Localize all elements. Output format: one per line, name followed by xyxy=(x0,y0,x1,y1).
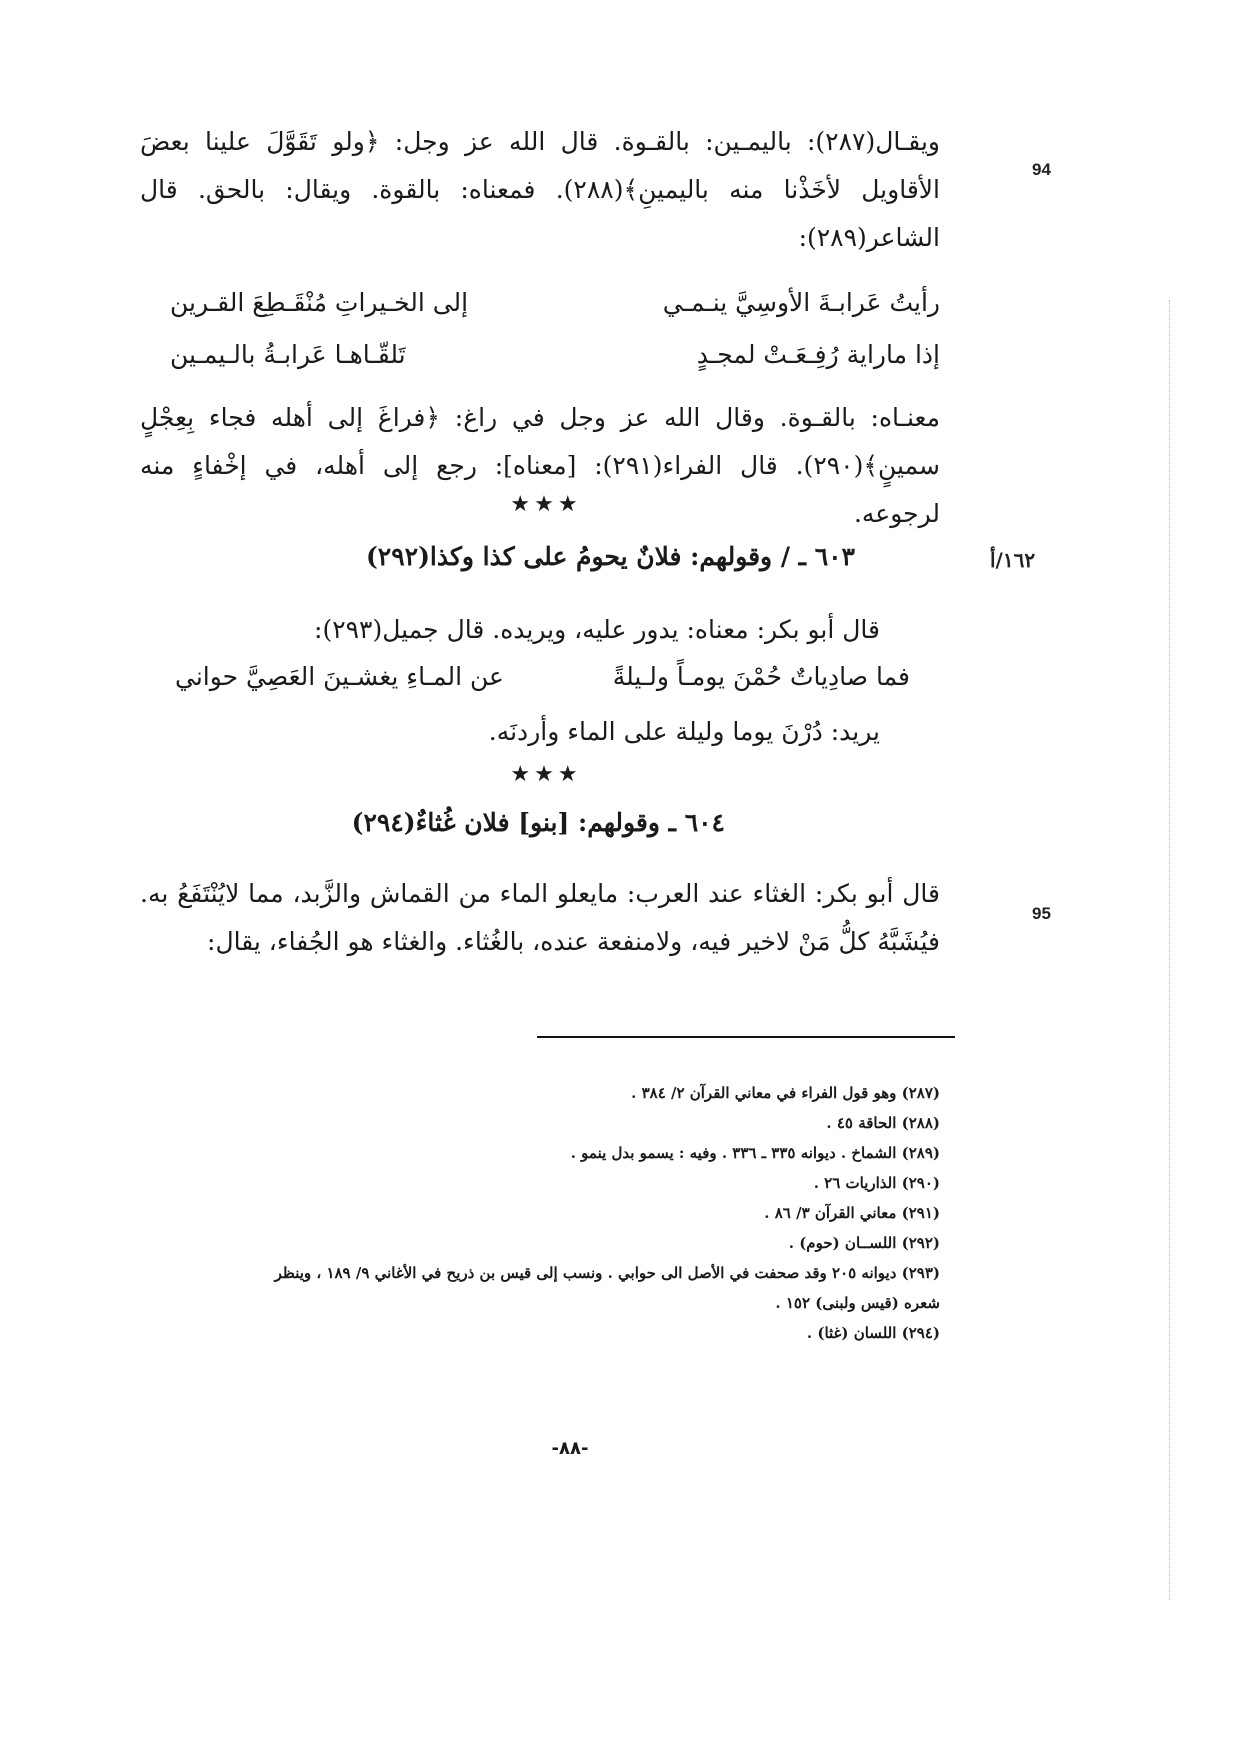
paragraph-yurid: يريد: دُرْنَ يوما وليلة على الماء وأردنَه. xyxy=(488,717,880,746)
verse-hemistich: إلى الخـيراتِ مُنْقَـطِعَ القـرين xyxy=(170,288,469,317)
footnotes xyxy=(140,1078,940,1348)
footnote-292: (٢٩٢) اللســان (حوم) . xyxy=(788,1234,940,1252)
section-divider-stars: ★★★ xyxy=(510,492,582,517)
entry-heading-603: ٦٠٣ ـ / وقولهم: فلانٌ يحومُ على كذا وكذا(٢٩٢) xyxy=(365,542,855,571)
verse-hemistich: تَلقّـاهـا عَرابـةُ بالـيمـين xyxy=(170,340,406,369)
footnote-287: (٢٨٧) وهو قول الفراء في معاني القرآن ٢/ ٣٨٤ . xyxy=(631,1084,940,1102)
footnote-289: (٢٨٩) الشماخ . ديوانه ٣٣٥ ـ ٣٣٦ . وفيه : يسمو بدل ينمو . xyxy=(570,1144,940,1162)
paragraph-yamin: ويقـال(٢٨٧): باليمـين: بالقـوة. قال الله عز وجل: ﴿ولو تَقَوَّلَ علينا بعضَ الأقاويل لأخَذْنا منه باليمينِ﴾(٢٨٨). فمعناه: بالقوة. ويقال: بالحق. قال الشاعر(٢٨٩): xyxy=(140,127,940,252)
scan-margin-edge xyxy=(1168,300,1170,1600)
paragraph-abu-bakr-1: قال أبو بكر: معناه: يدور عليه، ويريده. قال جميل(٢٩٣): xyxy=(314,615,880,644)
paragraph-ghutha: قال أبو بكر: الغثاء عند العرب: مايعلو الماء من القماش والزَّبد، مما لايُنْتَفَعُ به. فيُشَبَّهُ كلُّ مَنْ لاخير فيه، ولامنفعة عنده، بالغُثاء. والغثاء هو الجُفاء، يقال: xyxy=(140,879,940,956)
margin-page-number-95: 95 xyxy=(1032,904,1051,923)
margin-folio-marker: ١٦٢/أ xyxy=(990,548,1036,572)
verse-hemistich: إذا ماراية رُفِـعَـتْ لمجـدٍ xyxy=(696,340,940,369)
section-divider-stars: ★★★ xyxy=(510,762,582,787)
verse-line-2 xyxy=(170,340,940,380)
verse-hemistich: عن المـاءِ يغشـينَ العَصِيَّ حواني xyxy=(175,662,504,691)
verse-jamil xyxy=(175,662,910,702)
footnote-290: (٢٩٠) الذاريات ٢٦ . xyxy=(813,1174,940,1192)
verse-line-1 xyxy=(170,288,940,328)
margin-page-number-94: 94 xyxy=(1032,160,1051,179)
paragraph-raagha: معنـاه: بالقـوة. وقال الله عز وجل في راغ: ﴿فراغَ إلى أهله فجاء بِعِجْلٍ سمينٍ﴾(٢٩٠). قال الفراء(٢٩١): [معناه]: رجع إلى أهله، في إخْفاءٍ منه لرجوعه. xyxy=(140,403,940,528)
verse-hemistich: رأيتُ عَرابـةَ الأوسِيَّ ينـمـي xyxy=(662,288,940,317)
footnote-293-continued: شعره (قيس ولبنى) ١٥٢ . xyxy=(775,1294,940,1312)
page-number: -٨٨- xyxy=(551,1438,589,1459)
footnote-294: (٢٩٤) اللسان (غثا) . xyxy=(806,1324,940,1342)
footnote-293: (٢٩٣) ديوانه ٢٠٥ وقد صحفت في الأصل الى حوابي . ونسب إلى قيس بن ذريح في الأغاني ٩/ ١٨٩ ، وينظر xyxy=(274,1264,940,1282)
verse-hemistich: فما صادِياتٌ حُمْنَ يومـاً ولـيلةً xyxy=(612,662,910,691)
footnote-288: (٢٨٨) الحاقة ٤٥ . xyxy=(826,1114,940,1132)
entry-heading-604: ٦٠٤ ـ وقولهم: [بنو] فلان غُثاءٌ(٢٩٤) xyxy=(351,808,725,837)
footnote-separator xyxy=(537,1036,955,1038)
footnote-291: (٢٩١) معاني القرآن ٣/ ٨٦ . xyxy=(764,1204,940,1222)
